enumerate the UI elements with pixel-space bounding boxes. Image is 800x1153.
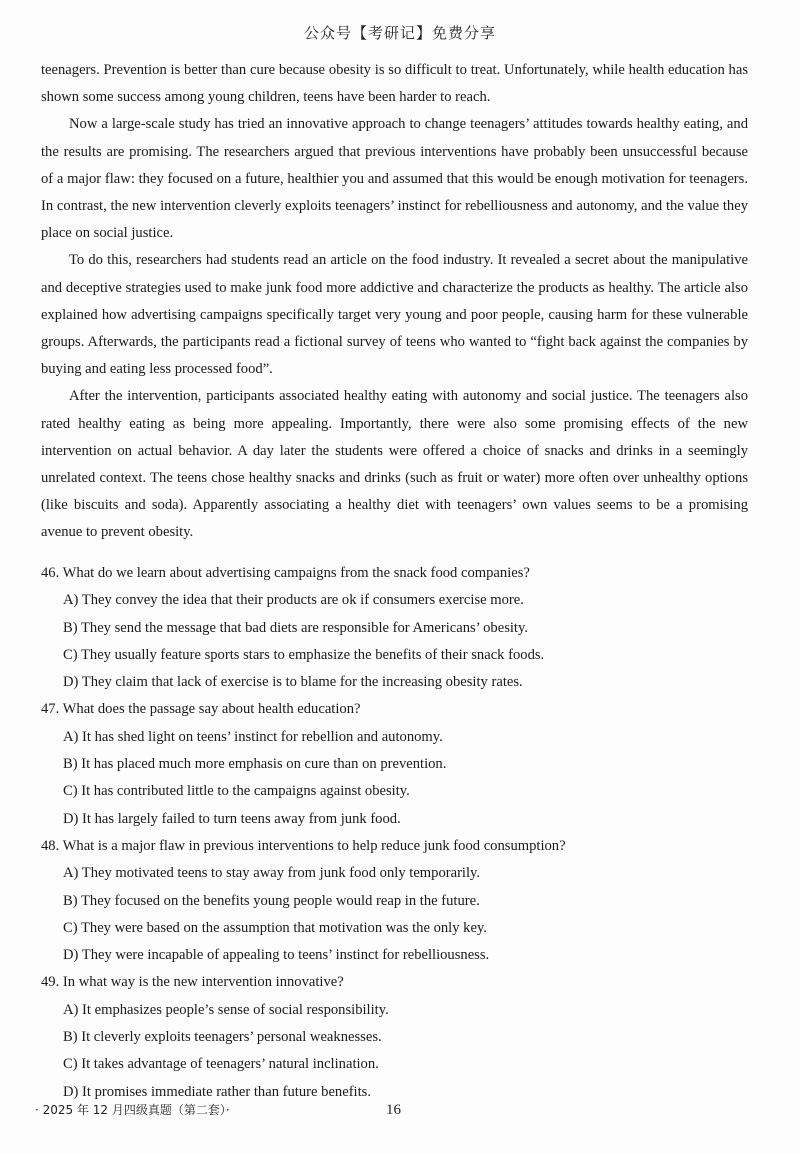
question-46 xyxy=(41,560,748,696)
option-c: C) They usually feature sports stars to emphasize the benefits of their snack foods. xyxy=(63,646,545,663)
option-b: B) They focused on the benefits young people would reap in the future. xyxy=(63,892,480,909)
option-c: C) It has contributed little to the campaigns against obesity. xyxy=(63,783,410,800)
option-d: D) It has largely failed to turn teens away from junk food. xyxy=(63,810,401,827)
question-list xyxy=(41,560,748,1106)
passage-paragraph-4: After the intervention, participants associated healthy eating with autonomy and social justice. The teenagers also rated healthy eating as being more appealing. Importantly, there were also some promising effects of the new intervention on actual behavior. A day later the students were offered a choice of snacks and drinks in a seemingly unrelated context. The teens chose healthy snacks and drinks (such as fruit or water) more often over unhealthy options (like biscuits and soda). Apparently associating a healthy diet with teenagers’ own values seems to be a promising avenue to prevent obesity. xyxy=(41,388,748,541)
passage-paragraph-2: Now a large-scale study has tried an innovative approach to change teenagers’ attitudes towards healthy eating, and the results are promising. The researchers argued that previous interventions have probably been unsuccessful because of a major flaw: they focused on a future, healthier you and assumed that this would be enough motivation for teenagers. In contrast, the new intervention cleverly exploits teenagers’ instinct for rebelliousness and autonomy, and the value they place on social justice. xyxy=(41,116,748,242)
page-header: 公众号【考研记】免费分享 xyxy=(303,24,496,42)
question-stem: 47. What does the passage say about health education? xyxy=(41,701,361,718)
question-stem: 49. In what way is the new intervention innovative? xyxy=(41,974,344,991)
option-d: D) They claim that lack of exercise is to blame for the increasing obesity rates. xyxy=(63,674,523,691)
option-a: A) They convey the idea that their products are ok if consumers exercise more. xyxy=(63,592,524,609)
option-a: A) It has shed light on teens’ instinct for rebellion and autonomy. xyxy=(63,728,443,745)
page-number: 16 xyxy=(386,1102,401,1118)
passage-paragraph-3: To do this, researchers had students read an article on the food industry. It revealed a secret about the manipulative and deceptive strategies used to make junk food more addictive and characterize the products as healthy. The article also explained how advertising campaigns specifically target very young and poor people, causing harm for these vulnerable groups. Afterwards, the participants read a fictional survey of teens who wanted to “fight back against the companies by buying and eating less processed food”. xyxy=(41,252,748,378)
question-stem: 48. What is a major flaw in previous interventions to help reduce junk food consumption? xyxy=(41,837,566,854)
option-b: B) They send the message that bad diets are responsible for Americans’ obesity. xyxy=(63,619,528,636)
question-stem: 46. What do we learn about advertising campaigns from the snack food companies? xyxy=(41,565,530,581)
option-c: C) They were based on the assumption that motivation was the only key. xyxy=(63,919,487,936)
reading-passage xyxy=(41,57,748,547)
question-49 xyxy=(41,969,748,1105)
option-c: C) It takes advantage of teenagers’ natural inclination. xyxy=(63,1056,379,1073)
question-48 xyxy=(41,833,748,969)
option-b: B) It has placed much more emphasis on cure than on prevention. xyxy=(63,756,447,773)
question-47 xyxy=(41,696,748,832)
option-a: A) They motivated teens to stay away from junk food only temporarily. xyxy=(63,865,481,882)
option-a: A) It emphasizes people’s sense of social responsibility. xyxy=(63,1001,389,1018)
option-b: B) It cleverly exploits teenagers’ personal weaknesses. xyxy=(63,1029,382,1046)
option-d: D) They were incapable of appealing to teens’ instinct for rebelliousness. xyxy=(63,947,490,964)
passage-paragraph-1: teenagers. Prevention is better than cure because obesity is so difficult to treat. Unfortunately, while health education has shown some success among young children, teens have been harder to reach. xyxy=(41,62,748,106)
option-d: D) It promises immediate rather than future benefits. xyxy=(63,1083,371,1100)
footer-source: · 2025 年 12 月四级真题（第二套）· xyxy=(35,1103,230,1117)
